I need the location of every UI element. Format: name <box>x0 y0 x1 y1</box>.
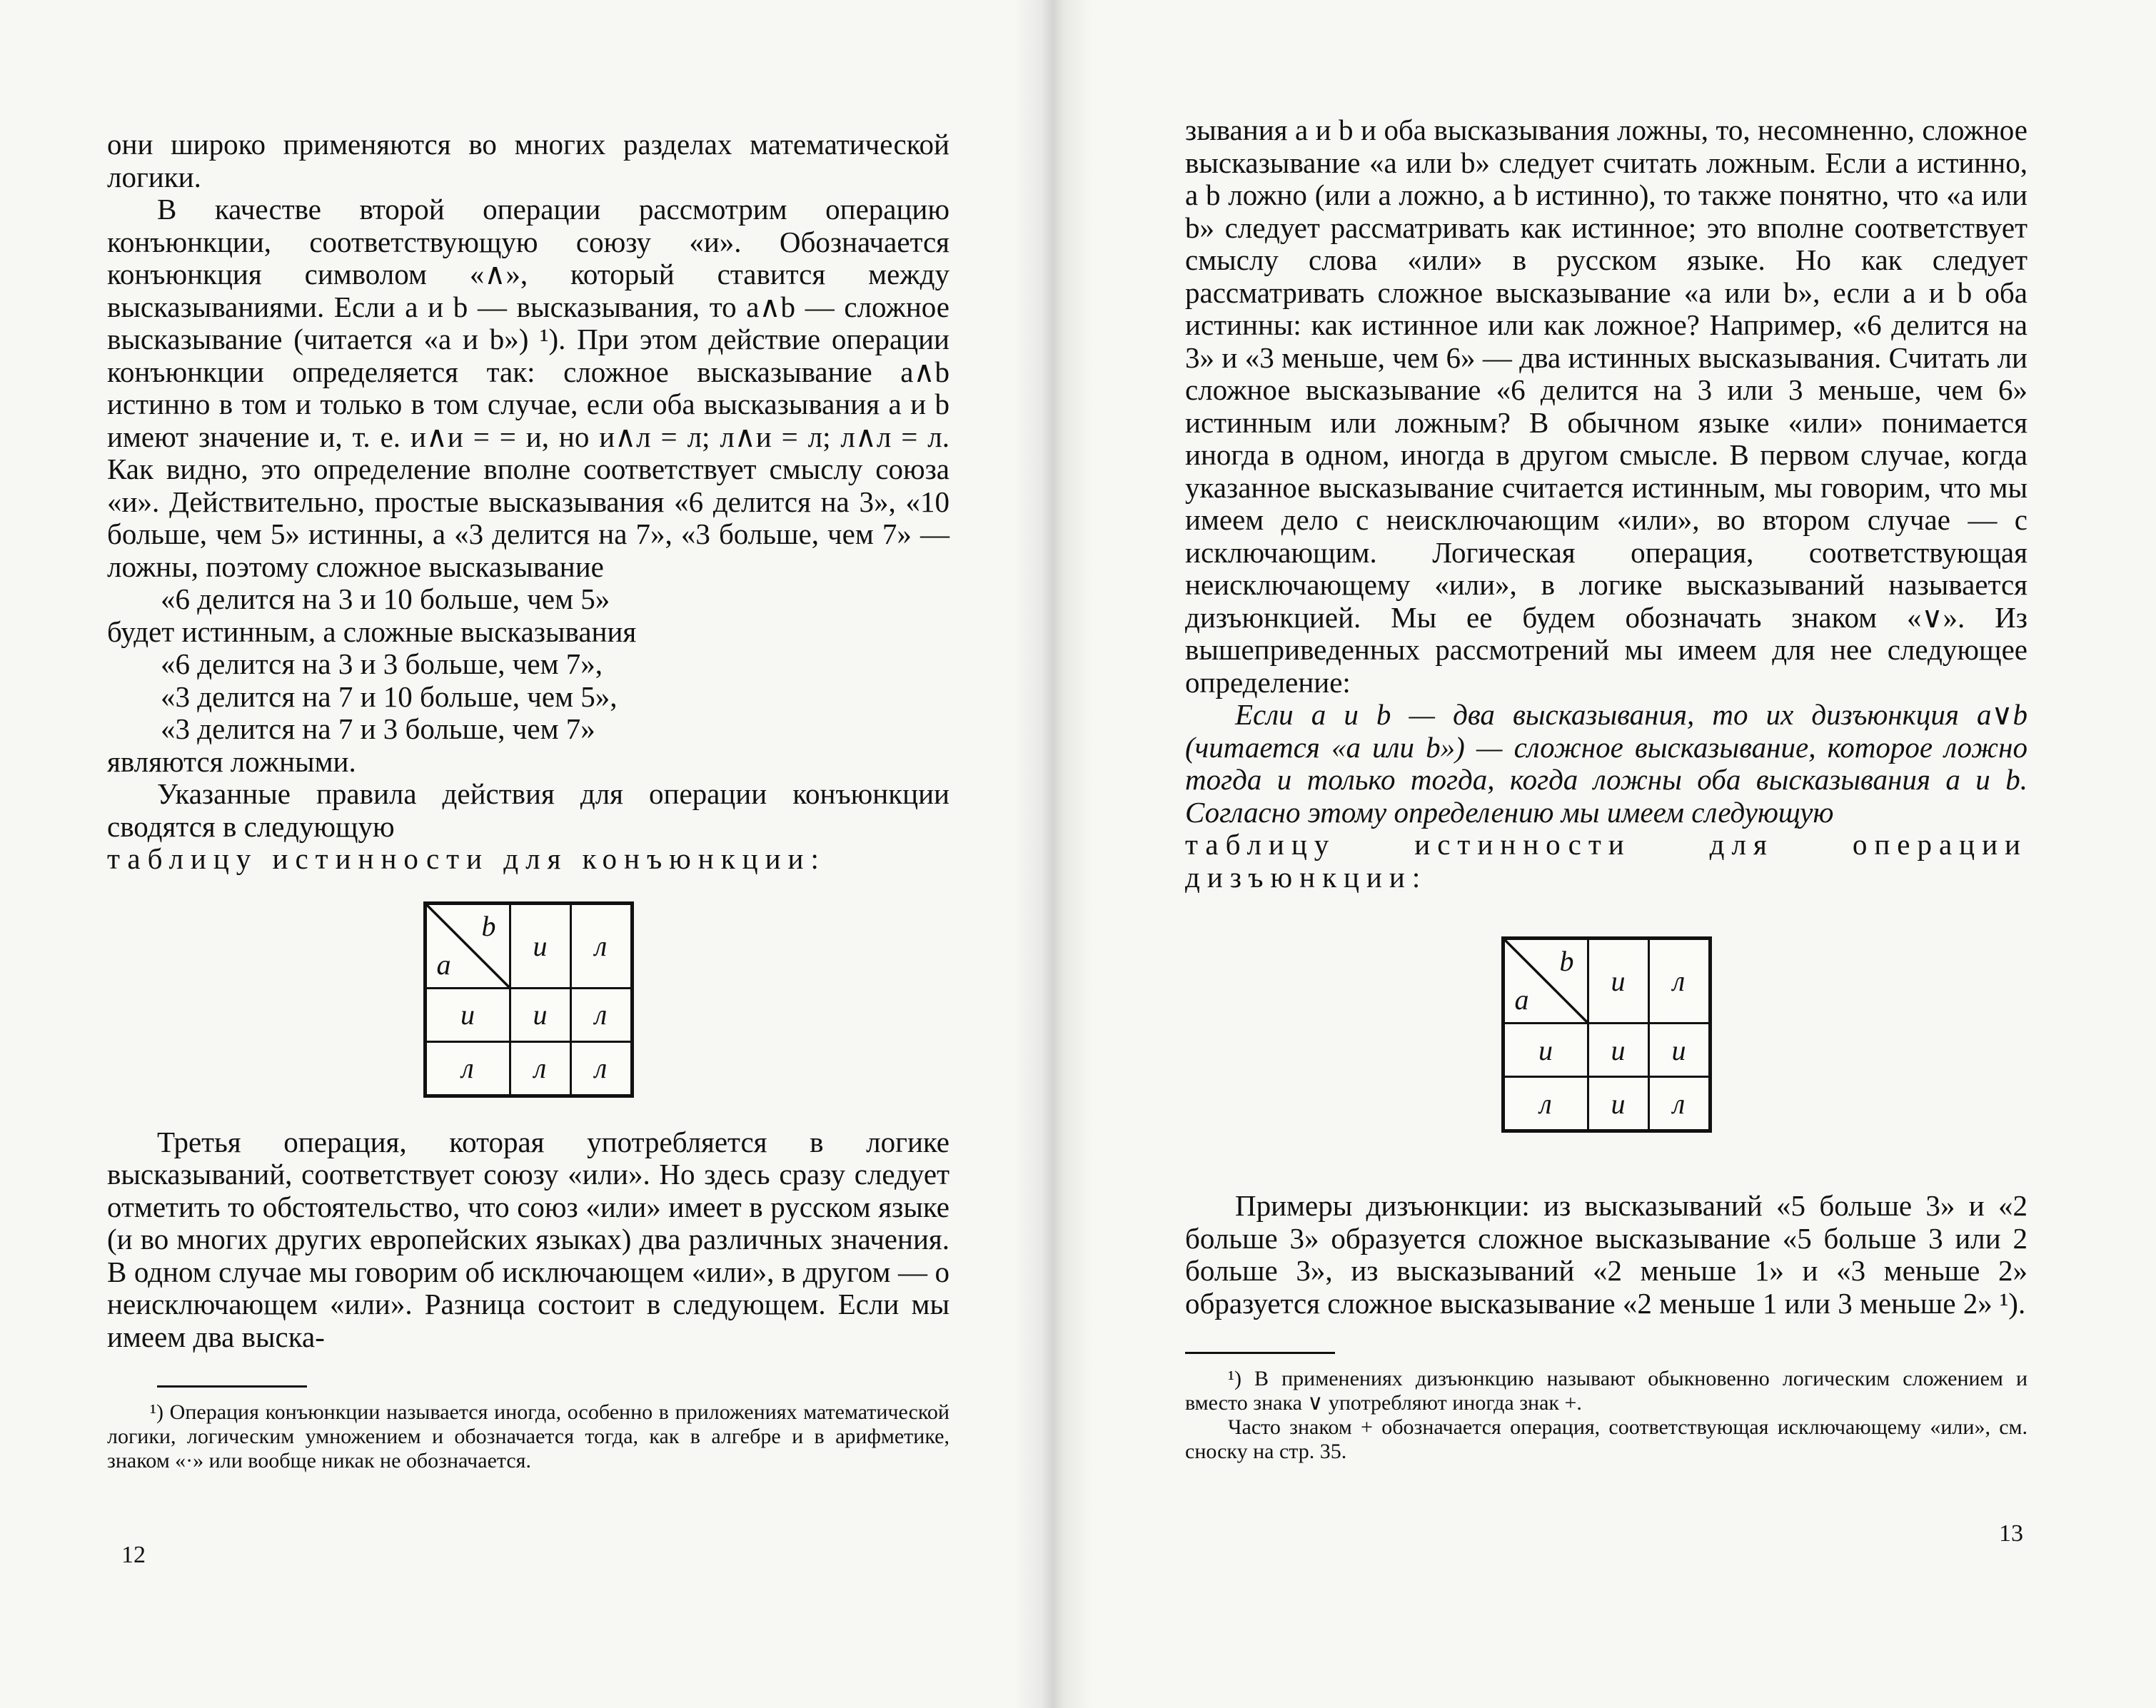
quoted-statement: «6 делится на 3 и 10 больше, чем 5» <box>161 582 610 615</box>
row-header: и <box>425 988 510 1041</box>
table-caption: таблицу истинности для операции дизъюнкции: <box>1185 828 2027 894</box>
paragraph: Третья операция, которая употребляется в логике высказываний, соответствует союзу «или». Но здесь сразу следует отметить то обстоятельство, что союз «или» имеет в русском языке (и во многих других европейских языках) два различных значения. В одном случае мы говорим об исключающем «или», в другом — о неисключающем «или». Разница состоит в следующем. Если мы имеем два выска- <box>107 1125 949 1353</box>
table-cell: л <box>510 1041 570 1096</box>
paragraph: Примеры дизъюнкции: из высказываний «5 больше 3» и «2 больше 3» образуется сложное высказывание «5 больше 3 или 2 больше 3», из высказываний «2 меньше 1» и «3 меньше 2» образуется сложное высказывание «2 меньше 1 или 3 меньше 2» ¹). <box>1185 1189 2027 1320</box>
column-variable: b <box>481 909 496 942</box>
paragraph: будет истинным, а сложные высказывания <box>107 615 637 648</box>
page-number: 12 <box>121 1542 146 1568</box>
page-number: 13 <box>1999 1520 2023 1547</box>
row-header: л <box>1503 1077 1588 1131</box>
paragraph: они широко применяются во многих разделах математической логики. <box>107 128 949 193</box>
table-corner-cell <box>1503 939 1588 1024</box>
right-text-column <box>1185 114 2027 1464</box>
paragraph: В качестве второй операции рассмотрим операцию конъюнкции, соответствующую союзу «и». Обозначается конъюнкция символом «∧», который ставится между высказываниями. Если a и b — высказывания, то a∧b — сложное высказывание (читается «a и b») ¹). При этом действие операции конъюнкции определяется так: сложное высказывание a∧b истинно в том и только в том случае, если оба высказывания a и b имеют значение и, т. е. и∧и = = и, но и∧л = л; л∧и = л; л∧л = л. Как видно, это определение вполне соответствует смыслу союза «и». Действительно, простые высказывания «6 делится на 3», «10 больше, чем 5» истинны, а «3 делится на 7», «3 больше, чем 7» — ложны, поэтому сложное высказывание <box>107 193 949 583</box>
paragraph: Указанные правила действия для операции конъюнкции сводятся в следующую <box>107 777 949 843</box>
row-header: и <box>1503 1024 1588 1077</box>
paragraph: зывания a и b и оба высказывания ложны, то, несомненно, сложное высказывание «a или b» следует считать ложным. Если a истинно, а b ложно (или a ложно, а b истинно), то также понятно, что «a или b» следует рассматривать как истинное; это вполне соответствует смыслу слова «или» в русском языке. Но как следует рассматривать сложное высказывание «a или b», если a и b оба истинны: как истинное или как ложное? Например, «6 делится на 3» и «3 меньше, чем 6» — два истинных высказывания. Считать ли сложное высказывание «6 делится на 3 или 3 меньше, чем 6» истинным или ложным? В обычном языке «или» понимается иногда в одном, иногда в другом смысле. В первом случае, когда указанное высказывание считается истинным, мы говорим, что мы имеем дело с неисключающим «или», во втором случае — с исключающим. Логическая операция, соответствующая неисключающему «или», в логике высказываний называется дизъюнкцией. Мы ее будем обозначать знаком «∨». Из вышеприведенных рассмотрений мы имеем для нее следующее определение: <box>1185 113 2027 699</box>
table-cell: л <box>594 1052 608 1084</box>
footnote: ¹) Операция конъюнкции называется иногда, особенно в приложениях математической логики, логическим умножением и обозначается тогда, как в алгебре и в арифметике, знаком «·» или вообще никак не обозначается. <box>107 1400 949 1472</box>
footnote-rule <box>1185 1352 1335 1354</box>
footnote: Часто знаком + обозначается операция, соответствующая исключающему «или», см. сноску на стр. 35. <box>1185 1415 2027 1463</box>
table-cell: и <box>1648 1024 1710 1077</box>
left-text-column <box>107 128 949 1473</box>
quoted-statement: «3 делится на 7 и 3 больше, чем 7» <box>161 712 595 745</box>
table-cell: л <box>570 988 632 1041</box>
table-cell: и <box>510 988 570 1041</box>
table-corner-cell <box>425 903 510 988</box>
definition-paragraph: Если a и b — два высказывания, то их дизъюнкция a∨b (читается «a или b») — сложное высказывание, которое ложно тогда и только тогда, когда ложны оба высказывания a и b. Согласно этому определению мы имеем следующую <box>1185 698 2027 829</box>
row-variable: a <box>436 948 451 981</box>
table-caption: таблицу истинности для конъюнкции: <box>107 842 826 875</box>
row-variable: a <box>1514 984 1529 1016</box>
conjunction-truth-table <box>423 901 634 1098</box>
right-page <box>1049 0 2156 1708</box>
conjunction-truth-table-wrap <box>107 901 949 1098</box>
quoted-statement: «3 делится на 7 и 10 больше, чем 5», <box>161 679 618 713</box>
disjunction-truth-table <box>1501 936 1712 1133</box>
disjunction-truth-table-wrap <box>1185 936 2027 1133</box>
quoted-statement: «6 делится на 3 и 3 больше, чем 7», <box>161 647 603 680</box>
left-page <box>0 0 1049 1708</box>
column-variable: b <box>1559 945 1574 977</box>
footnote-rule <box>157 1385 307 1388</box>
column-header: л <box>570 903 632 988</box>
table-cell: л <box>1672 1087 1686 1120</box>
table-cell: и <box>1588 1077 1648 1131</box>
column-header: л <box>1648 939 1710 1024</box>
paragraph: являются ложными. <box>107 744 356 778</box>
column-header: и <box>1588 939 1648 1024</box>
row-header: л <box>425 1041 510 1096</box>
column-header: и <box>510 903 570 988</box>
footnote: ¹) В применениях дизъюнкцию называют обыкновенно логическим сложением и вместо знака ∨ употребляют иногда знак +. <box>1185 1367 2027 1415</box>
table-cell: и <box>1588 1024 1648 1077</box>
